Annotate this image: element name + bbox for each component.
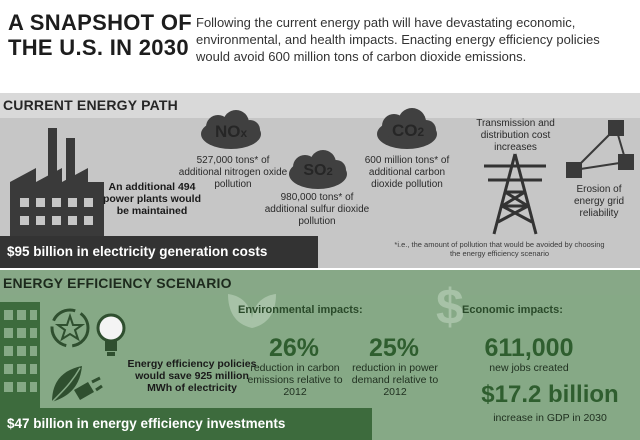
efficiency-header — [0, 270, 640, 295]
so2-detail: 980,000 tons* of additional sulfur dioxide pollution — [264, 192, 370, 227]
leaf-plug-icon — [44, 352, 104, 406]
recycle-star-icon — [48, 306, 92, 350]
nox-label-subscript: x — [240, 126, 248, 140]
jobs-text: new jobs created — [489, 362, 569, 374]
intro-text: Following the current energy path will have devastating economic, environmental, and health impacts. Enacting energy efficiency policies would avoid 600 million tons of carbon dioxide emissions. — [196, 15, 600, 64]
gdp-text: increase in GDP in 2030 — [493, 412, 607, 424]
investment-banner — [0, 408, 372, 440]
efficiency-title: ENERGY EFFICIENCY SCENARIO — [3, 275, 232, 291]
so2-label: SO2 — [303, 162, 333, 179]
carbon-reduction-text: reduction in carbon emissions relative to 2012 — [247, 362, 343, 398]
co2-label-subscript: 2 — [417, 125, 425, 139]
environmental-heading: Environmental impacts: — [238, 304, 363, 316]
current-cost-text: $95 billion in electricity generation costs — [7, 244, 268, 259]
erosion-text: Erosion of energy grid reliability — [573, 184, 625, 219]
current-path-title: CURRENT ENERGY PATH — [3, 97, 178, 113]
green-building-icon — [0, 296, 42, 410]
grid-network-icon — [560, 118, 636, 182]
transmission-text: Transmission and distribution cost increases — [476, 118, 555, 153]
current-cost-banner — [0, 236, 318, 268]
co2-detail: 600 million tons* of additional carbon dioxide pollution — [364, 155, 450, 190]
jobs-value: 611,000 — [484, 334, 574, 362]
investment-text: $47 billion in energy efficiency investments — [7, 416, 286, 431]
power-reduction-value: 25% — [368, 334, 420, 362]
carbon-reduction-value: 26% — [268, 334, 320, 362]
power-reduction-text: reduction in power demand relative to 2012 — [351, 362, 439, 398]
so2-label-subscript: 2 — [326, 166, 333, 178]
nox-label: NOx — [214, 122, 248, 141]
page-title: A SNAPSHOT OF THE U.S. IN 2030 — [8, 10, 192, 60]
economic-heading: Economic impacts: — [462, 304, 563, 316]
factory-icon — [6, 120, 106, 240]
savings-note: Energy efficiency policies would save 925 million MWh of electricity — [127, 358, 257, 394]
gdp-value: $17.2 billion — [481, 381, 619, 408]
current-path-header — [0, 93, 640, 118]
co2-label: CO2 — [391, 121, 425, 140]
power-plants-text: An additional 494 power plants would be maintained — [102, 181, 201, 217]
dollar-sign-icon: $ — [436, 279, 464, 335]
nox-detail: 527,000 tons* of additional nitrogen oxide pollution — [178, 155, 288, 190]
transmission-tower-icon — [480, 152, 550, 236]
footnote: *i.e., the amount of pollution that would be avoided by choosing the energy efficiency scenario — [394, 240, 605, 258]
